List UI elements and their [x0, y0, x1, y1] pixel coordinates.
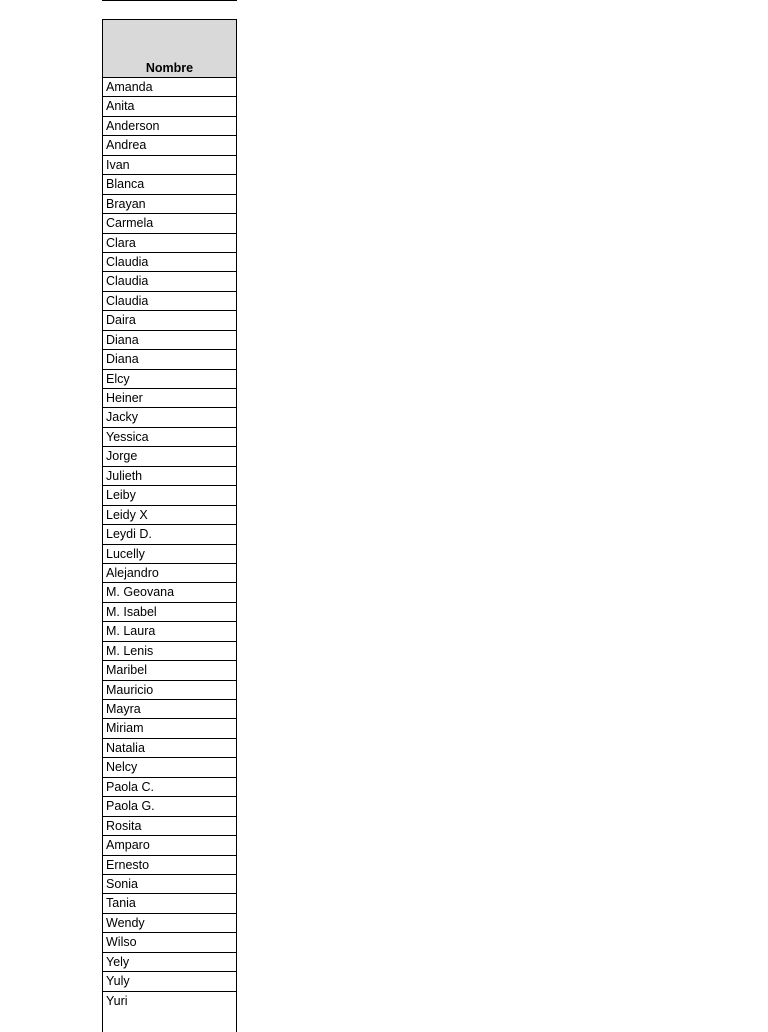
name-cell[interactable]: Yessica	[103, 428, 236, 447]
name-cell[interactable]: Ernesto	[103, 856, 236, 875]
column-header-nombre[interactable]: Nombre	[103, 20, 236, 78]
name-cell[interactable]: Natalia	[103, 739, 236, 758]
name-cell[interactable]: Daira	[103, 311, 236, 330]
name-cell[interactable]: Clara	[103, 234, 236, 253]
name-cell[interactable]: Yuly	[103, 972, 236, 991]
name-cell[interactable]: Paola G.	[103, 797, 236, 816]
name-cell[interactable]: Yuri	[106, 993, 128, 1008]
name-cell[interactable]: Jacky	[103, 408, 236, 427]
name-cell[interactable]: Amparo	[103, 836, 236, 855]
name-cell[interactable]: Leiby	[103, 486, 236, 505]
names-table	[102, 19, 237, 1032]
name-cell[interactable]: Diana	[103, 331, 236, 350]
name-cell[interactable]: Jorge	[103, 447, 236, 466]
name-cell[interactable]: Sonia	[103, 875, 236, 894]
name-cell[interactable]: Brayan	[103, 195, 236, 214]
name-cell[interactable]: Diana	[103, 350, 236, 369]
name-cell[interactable]: Mauricio	[103, 681, 236, 700]
name-cell[interactable]: Ivan	[103, 156, 236, 175]
name-cell[interactable]: Carmela	[103, 214, 236, 233]
name-cell[interactable]: Yely	[103, 953, 236, 972]
name-cell[interactable]: Amanda	[103, 78, 236, 97]
name-cell[interactable]: Maribel	[103, 661, 236, 680]
name-cell[interactable]: Alejandro	[103, 564, 236, 583]
name-cell[interactable]: Paola C.	[103, 778, 236, 797]
name-cell[interactable]: Claudia	[103, 253, 236, 272]
name-cell[interactable]: M. Isabel	[103, 603, 236, 622]
name-cell[interactable]: Andrea	[103, 136, 236, 155]
name-cell[interactable]: Claudia	[103, 272, 236, 291]
name-cell[interactable]: Wendy	[103, 914, 236, 933]
name-cell[interactable]: Leidy X	[103, 506, 236, 525]
name-cell[interactable]: Wilso	[103, 933, 236, 952]
name-cell[interactable]: Leydi D.	[103, 525, 236, 544]
name-cell[interactable]: Blanca	[103, 175, 236, 194]
name-cell[interactable]: Tania	[103, 894, 236, 913]
name-cell[interactable]: M. Geovana	[103, 583, 236, 602]
names-list	[103, 78, 236, 1032]
name-cell[interactable]: Miriam	[103, 719, 236, 738]
name-cell[interactable]: Julieth	[103, 467, 236, 486]
name-cell[interactable]: Elcy	[103, 370, 236, 389]
name-cell[interactable]: Anderson	[103, 117, 236, 136]
name-cell[interactable]: Nelcy	[103, 758, 236, 777]
name-cell[interactable]: M. Lenis	[103, 642, 236, 661]
name-cell[interactable]: Claudia	[103, 292, 236, 311]
name-cell[interactable]: Heiner	[103, 389, 236, 408]
name-cell[interactable]: M. Laura	[103, 622, 236, 641]
name-cell[interactable]: Mayra	[103, 700, 236, 719]
name-cell[interactable]: Lucelly	[103, 545, 236, 564]
name-cell[interactable]: Rosita	[103, 817, 236, 836]
top-border-line	[102, 0, 237, 1]
name-cell[interactable]: Anita	[103, 97, 236, 116]
